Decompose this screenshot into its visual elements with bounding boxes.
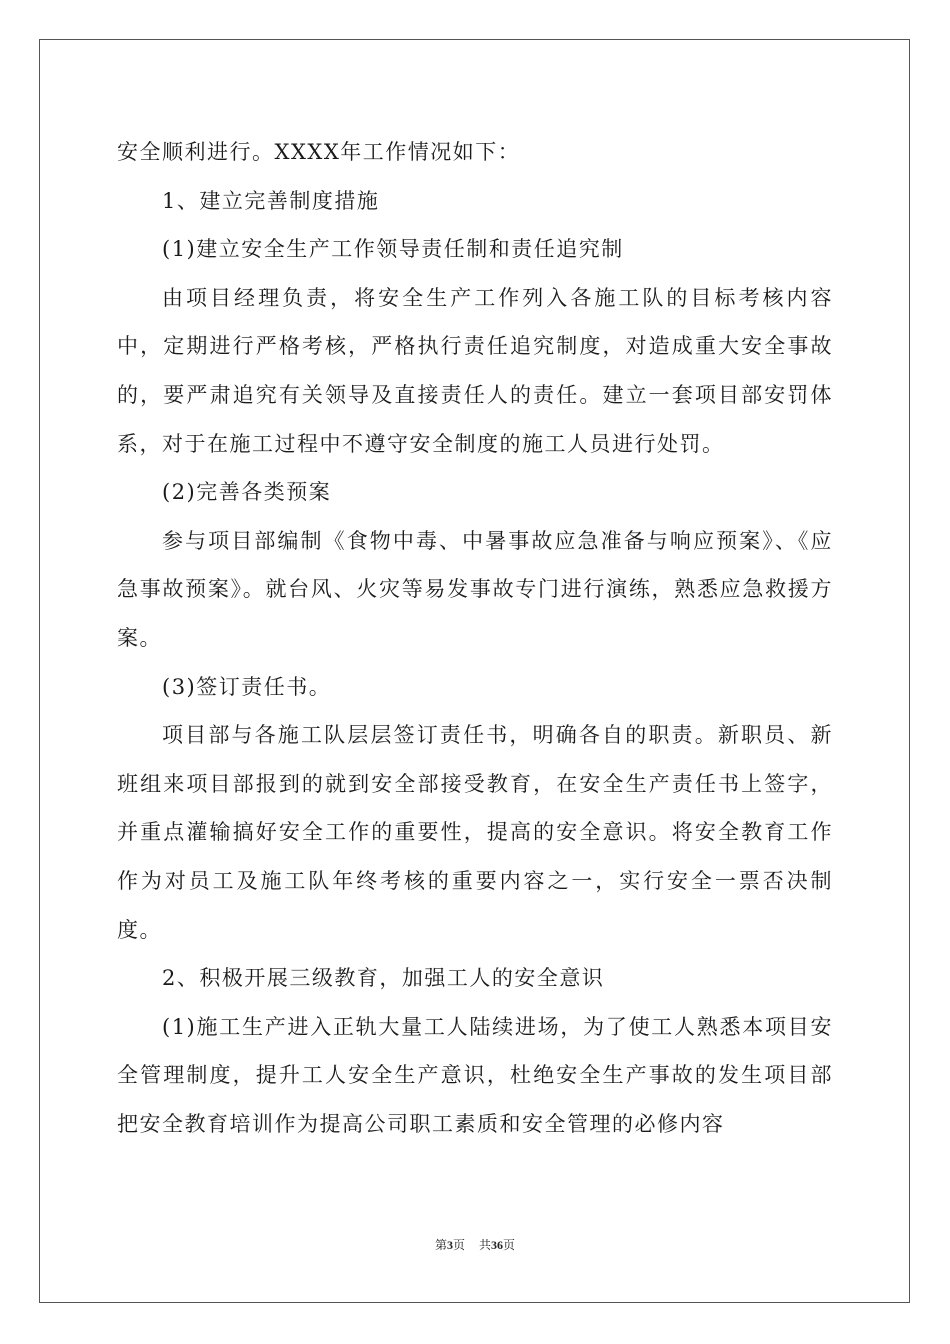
total-prefix: 共 [479, 1238, 492, 1252]
paragraph-emergency-plans: 参与项目部编制《食物中毒、中暑事故应急准备与响应预案》、《应急事故预案》。就台风、火灾等易发事故专门进行演练，熟悉应急救援方案。 [117, 528, 833, 650]
paragraph-responsibility: 由项目经理负责，将安全生产工作列入各施工队的目标考核内容中，定期进行严格考核，严格执行责任追究制度，对造成重大安全事故的，要严肃追究有关领导及直接责任人的责任。建立一套项目部安罚体系，对于在施工过程中不遵守安全制度的施工人员进行处罚。 [117, 285, 833, 456]
paragraph-training: (1)施工生产进入正轨大量工人陆续进场，为了使工人熟悉本项目安全管理制度，提升工人安全生产意识，杜绝安全生产事故的发生项目部把安全教育培训作为提高公司职工素质和安全管理的必修内容 [117, 1014, 833, 1136]
page-prefix: 第 [434, 1238, 447, 1252]
page-number: 3 [446, 1238, 453, 1252]
subheading-1-1: (1)建立安全生产工作领导责任制和责任追究制 [162, 237, 624, 262]
total-suffix: 页 [503, 1238, 516, 1252]
page-suffix: 页 [452, 1238, 465, 1252]
heading-section-2: 2、积极开展三级教育，加强工人的安全意识 [162, 966, 605, 991]
heading-section-1: 1、建立完善制度措施 [162, 188, 380, 213]
page-footer [0, 1237, 950, 1253]
total-pages: 36 [491, 1238, 504, 1252]
subheading-1-2: (2)完善各类预案 [162, 480, 332, 505]
document-body [117, 128, 833, 1148]
paragraph-responsibility-letter: 项目部与各施工队层层签订责任书，明确各自的职责。新职员、新班组来项目部报到的就到安全部接受教育，在安全生产责任书上签字，并重点灌输搞好安全工作的重要性，提高的安全意识。将安全教育工作作为对员工及施工队年终考核的重要内容之一，实行安全一票否决制度。 [117, 723, 833, 942]
subheading-1-3: (3)签订责任书。 [162, 674, 332, 699]
paragraph-intro: 安全顺利进行。XXXX年工作情况如下： [117, 140, 521, 164]
